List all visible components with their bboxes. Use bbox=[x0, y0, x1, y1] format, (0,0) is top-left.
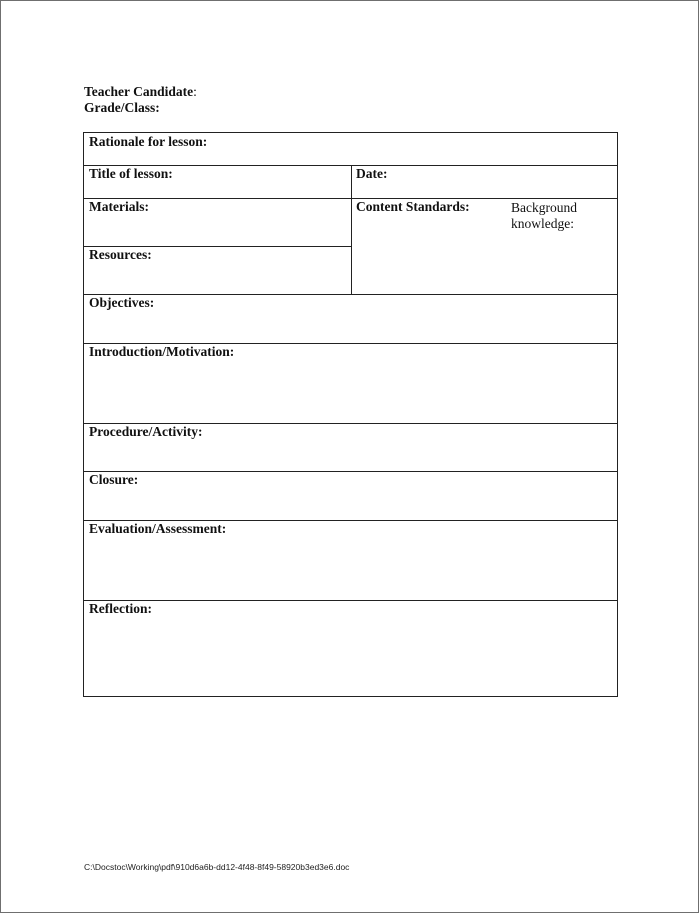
procedure-cell[interactable] bbox=[84, 423, 617, 471]
date-label: Date: bbox=[356, 166, 388, 181]
evaluation-label: Evaluation/Assessment: bbox=[89, 521, 227, 536]
rationale-label: Rationale for lesson: bbox=[89, 134, 208, 149]
introduction-label: Introduction/Motivation: bbox=[89, 344, 235, 359]
teacher-candidate-row bbox=[84, 84, 197, 100]
objectives-label: Objectives: bbox=[89, 295, 155, 310]
objectives-cell[interactable] bbox=[84, 294, 617, 343]
materials-label: Materials: bbox=[89, 199, 149, 214]
lesson-plan-table bbox=[83, 132, 618, 697]
closure-label: Closure: bbox=[89, 472, 139, 487]
reflection-cell[interactable] bbox=[84, 600, 617, 696]
background-knowledge-label: Background knowledge: bbox=[511, 200, 577, 231]
teacher-candidate-label: Teacher Candidate bbox=[84, 84, 194, 99]
content-standards-label: Content Standards: bbox=[356, 199, 470, 214]
introduction-cell[interactable] bbox=[84, 343, 617, 423]
title-cell[interactable] bbox=[84, 165, 351, 198]
procedure-label: Procedure/Activity: bbox=[89, 424, 203, 439]
evaluation-cell[interactable] bbox=[84, 520, 617, 600]
title-label: Title of lesson: bbox=[89, 166, 173, 181]
grade-class-label: Grade/Class: bbox=[84, 100, 160, 115]
closure-cell[interactable] bbox=[84, 471, 617, 520]
form-header bbox=[84, 84, 197, 116]
resources-label: Resources: bbox=[89, 247, 152, 262]
rationale-cell[interactable] bbox=[84, 133, 617, 165]
date-cell[interactable] bbox=[351, 165, 617, 198]
file-path-footer: C:\Docstoc\Working\pdf\910d6a6b-dd12-4f48-8f49-58920b3ed3e6.doc bbox=[84, 862, 350, 872]
resources-cell[interactable] bbox=[84, 246, 351, 294]
materials-cell[interactable] bbox=[84, 198, 351, 246]
reflection-label: Reflection: bbox=[89, 601, 152, 616]
teacher-candidate-colon: : bbox=[193, 84, 197, 99]
